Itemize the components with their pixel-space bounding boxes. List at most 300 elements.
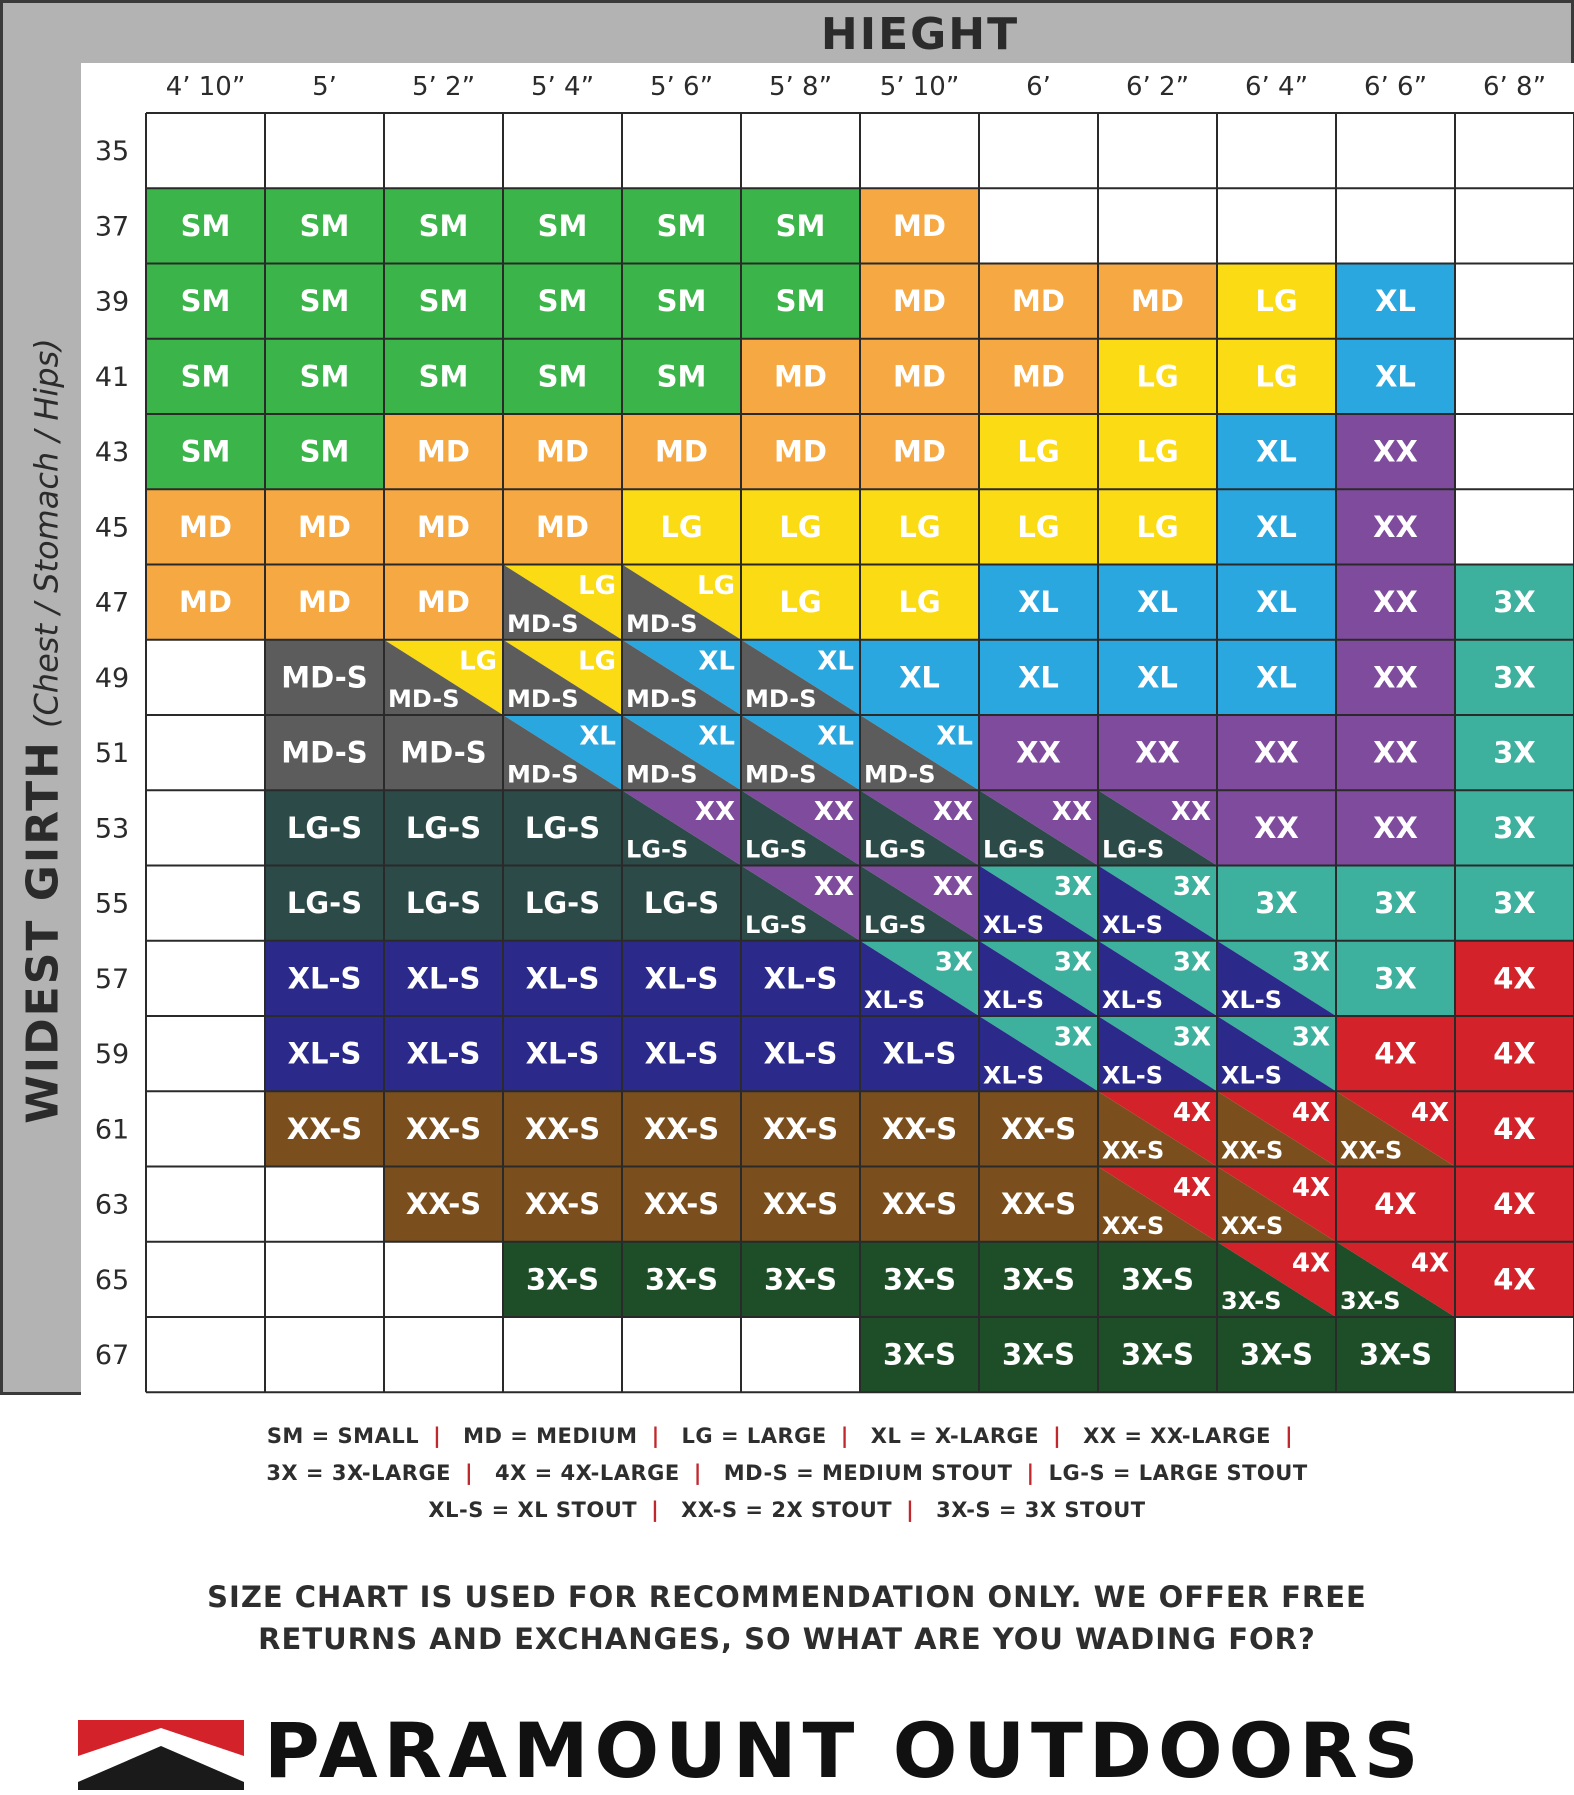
split-label-lower: LG-S xyxy=(745,835,808,864)
split-label-lower: MD-S xyxy=(507,760,579,789)
size-label: 4X xyxy=(1493,1262,1536,1297)
split-label-upper: XL xyxy=(579,721,616,752)
x-axis-title: HIEGHT xyxy=(820,9,1020,60)
split-label-lower: MD-S xyxy=(626,685,698,713)
split-label-upper: XX xyxy=(932,796,973,827)
size-label: SM xyxy=(656,284,707,319)
row-label: 43 xyxy=(94,437,130,469)
size-label: XX xyxy=(1373,509,1418,544)
empty-cell xyxy=(384,113,503,188)
row-label: 39 xyxy=(94,286,130,318)
legend-separator: | xyxy=(840,1424,849,1448)
split-label-upper: 3X xyxy=(934,947,973,978)
row-label: 47 xyxy=(94,587,130,619)
split-label-lower: XX-S xyxy=(1102,1211,1165,1240)
column-label: 6’ 8” xyxy=(1482,72,1547,102)
size-label: XX xyxy=(1373,660,1418,695)
split-label-upper: 3X xyxy=(1172,872,1211,902)
size-label: SM xyxy=(299,359,350,394)
size-label: XL-S xyxy=(525,1036,600,1071)
size-label: XX-S xyxy=(643,1111,720,1146)
row-label: 49 xyxy=(94,662,130,694)
row-label: 53 xyxy=(94,813,130,845)
size-label: XX xyxy=(1373,585,1418,620)
size-label: LG-S xyxy=(405,886,482,921)
split-label-lower: 3X-S xyxy=(1221,1287,1282,1315)
empty-cell xyxy=(1098,113,1217,188)
split-label-upper: LG xyxy=(697,571,735,601)
size-label: LG-S xyxy=(524,810,601,845)
row-label: 41 xyxy=(94,361,130,393)
row-label: 51 xyxy=(94,738,130,770)
split-label-upper: 4X xyxy=(1291,1248,1330,1279)
size-label: MD xyxy=(893,208,946,243)
split-label-lower: LG-S xyxy=(864,835,927,864)
size-label: SM xyxy=(537,359,588,394)
legend-item: XX = XX-LARGE xyxy=(1083,1424,1271,1448)
column-label: 5’ 4” xyxy=(530,72,595,102)
split-label-lower: LG-S xyxy=(1102,835,1165,864)
split-label-lower: MD-S xyxy=(626,760,698,789)
split-label-upper: 3X xyxy=(1053,1022,1092,1053)
size-label: MD xyxy=(893,359,946,394)
size-label: SM xyxy=(656,208,707,243)
size-label: LG xyxy=(1136,509,1179,544)
split-label-lower: XL-S xyxy=(1221,986,1283,1014)
split-label-lower: MD-S xyxy=(507,609,579,638)
column-label: 5’ xyxy=(312,72,337,102)
size-label: XL-S xyxy=(644,961,719,996)
size-label: SM xyxy=(180,208,231,243)
size-label: SM xyxy=(418,208,469,243)
split-label-lower: LG-S xyxy=(745,910,808,939)
size-label: XL-S xyxy=(644,1036,719,1071)
split-label-lower: MD-S xyxy=(864,760,936,789)
row-label: 55 xyxy=(94,888,130,920)
size-label: XL-S xyxy=(763,1036,838,1071)
split-label-upper: XL xyxy=(817,721,854,752)
empty-cell xyxy=(146,790,265,865)
size-label: SM xyxy=(775,284,826,319)
empty-cell xyxy=(1455,489,1574,564)
size-label: XX xyxy=(1135,735,1180,770)
empty-cell xyxy=(860,113,979,188)
legend-line-1 xyxy=(0,1418,1574,1455)
empty-cell xyxy=(1217,113,1336,188)
split-label-lower: XL-S xyxy=(983,986,1045,1014)
empty-cell xyxy=(979,113,1098,188)
empty-cell xyxy=(146,1242,265,1317)
size-label: LG xyxy=(660,509,703,544)
size-label: 3X-S xyxy=(1120,1262,1195,1297)
empty-cell xyxy=(1455,1317,1574,1392)
y-axis-title-sub: (Chest / Stomach / Hips) xyxy=(27,338,66,729)
column-label: 5’ 6” xyxy=(649,72,714,102)
size-label: MD xyxy=(774,434,827,469)
recommendation-note xyxy=(0,1576,1574,1660)
size-label: XL xyxy=(1137,585,1178,620)
size-label: XL xyxy=(1018,585,1059,620)
empty-cell xyxy=(146,1016,265,1091)
brand-logo xyxy=(78,1706,1518,1795)
row-label: 37 xyxy=(94,211,130,243)
size-label: XL xyxy=(1375,359,1416,394)
size-label: XX xyxy=(1373,434,1418,469)
legend-separator: | xyxy=(1285,1424,1294,1448)
size-label: SM xyxy=(180,284,231,319)
size-label: LG xyxy=(1136,434,1179,469)
column-label: 6’ xyxy=(1026,72,1051,102)
empty-cell xyxy=(1098,188,1217,263)
empty-cell xyxy=(1455,188,1574,263)
size-label: 3X xyxy=(1374,886,1417,921)
split-label-lower: XL-S xyxy=(864,986,926,1014)
size-label: 3X xyxy=(1493,660,1536,695)
empty-cell xyxy=(1455,113,1574,188)
legend-item: MD = MEDIUM xyxy=(463,1424,638,1448)
size-label: XX xyxy=(1373,810,1418,845)
size-label: XL xyxy=(899,660,940,695)
size-label: XX-S xyxy=(286,1111,363,1146)
size-label: XL xyxy=(1256,434,1297,469)
split-label-lower: MD-S xyxy=(507,685,579,713)
size-label: 3X-S xyxy=(1001,1262,1076,1297)
legend-separator: | xyxy=(651,1498,660,1522)
size-label: SM xyxy=(299,284,350,319)
size-label: SM xyxy=(537,208,588,243)
empty-cell xyxy=(146,866,265,941)
split-label-lower: MD-S xyxy=(626,609,698,638)
size-label: XL-S xyxy=(406,1036,481,1071)
size-label: MD xyxy=(893,284,946,319)
column-label: 5’ 8” xyxy=(768,72,833,102)
empty-cell xyxy=(1336,113,1455,188)
size-label: MD-S xyxy=(400,735,487,770)
empty-cell xyxy=(741,113,860,188)
size-label: 3X-S xyxy=(882,1262,957,1297)
legend-item: LG = LARGE xyxy=(681,1424,827,1448)
size-label: XL-S xyxy=(525,961,600,996)
size-label: 3X-S xyxy=(1239,1337,1314,1372)
size-label: LG xyxy=(898,509,941,544)
size-label: LG-S xyxy=(405,810,482,845)
size-label: XL xyxy=(1018,660,1059,695)
legend-item: 4X = 4X-LARGE xyxy=(495,1461,680,1485)
size-label: MD xyxy=(536,434,589,469)
size-label: LG xyxy=(1255,359,1298,394)
size-label: MD xyxy=(417,585,470,620)
size-label: LG xyxy=(1017,509,1060,544)
size-label: LG-S xyxy=(286,810,363,845)
size-label: MD xyxy=(179,509,232,544)
empty-cell xyxy=(1336,188,1455,263)
empty-cell xyxy=(1455,414,1574,489)
size-label: 3X-S xyxy=(1358,1337,1433,1372)
size-label: SM xyxy=(299,434,350,469)
split-label-lower: MD-S xyxy=(745,685,817,713)
split-label-lower: XL-S xyxy=(1102,910,1164,939)
legend-separator: | xyxy=(1026,1461,1035,1485)
row-label: 59 xyxy=(94,1039,130,1071)
size-label: MD xyxy=(655,434,708,469)
empty-cell xyxy=(384,1317,503,1392)
split-label-lower: LG-S xyxy=(983,835,1046,864)
empty-cell xyxy=(1217,188,1336,263)
empty-cell xyxy=(146,640,265,715)
size-label: MD xyxy=(893,434,946,469)
size-label: 3X xyxy=(1255,886,1298,921)
split-label-lower: 3X-S xyxy=(1340,1287,1401,1315)
split-label-lower: XX-S xyxy=(1340,1136,1403,1165)
split-label-upper: XX xyxy=(1051,796,1092,827)
row-label: 65 xyxy=(94,1264,130,1296)
empty-cell xyxy=(979,188,1098,263)
legend-item: XX-S = 2X STOUT xyxy=(681,1498,893,1522)
size-label: 3X xyxy=(1493,886,1536,921)
size-label: SM xyxy=(180,359,231,394)
split-label-lower: MD-S xyxy=(745,760,817,789)
size-label: 3X xyxy=(1493,735,1536,770)
empty-cell xyxy=(146,715,265,790)
size-label: 4X xyxy=(1374,1187,1417,1222)
size-label: SM xyxy=(299,208,350,243)
size-label: XL-S xyxy=(287,961,362,996)
size-label: 3X xyxy=(1493,585,1536,620)
y-axis-title-main: WIDEST GIRTH xyxy=(17,740,69,1124)
size-label: SM xyxy=(418,359,469,394)
size-label: LG xyxy=(1136,359,1179,394)
split-label-upper: XL xyxy=(817,646,854,677)
size-label: XX-S xyxy=(524,1111,601,1146)
size-label: MD xyxy=(1012,284,1065,319)
empty-cell xyxy=(146,113,265,188)
legend xyxy=(0,1418,1574,1529)
column-label: 6’ 4” xyxy=(1244,72,1309,102)
size-label: 3X-S xyxy=(882,1337,957,1372)
legend-item: 3X = 3X-LARGE xyxy=(266,1461,452,1485)
empty-cell xyxy=(384,1242,503,1317)
size-label: SM xyxy=(775,208,826,243)
size-label: XX xyxy=(1254,735,1299,770)
split-label-upper: XX xyxy=(813,872,854,902)
size-label: XL xyxy=(1256,660,1297,695)
size-label: SM xyxy=(537,284,588,319)
split-label-upper: XL xyxy=(936,721,973,752)
empty-cell xyxy=(1455,264,1574,339)
split-label-upper: 3X xyxy=(1291,1022,1330,1053)
split-label-lower: LG-S xyxy=(864,910,927,939)
split-label-upper: 4X xyxy=(1172,1097,1211,1128)
size-label: SM xyxy=(418,284,469,319)
column-label: 4’ 10” xyxy=(165,72,246,102)
empty-cell xyxy=(146,1317,265,1392)
legend-separator: | xyxy=(693,1461,702,1485)
split-label-upper: XX xyxy=(1170,796,1211,827)
empty-cell xyxy=(622,113,741,188)
size-label: XX-S xyxy=(405,1111,482,1146)
size-label: LG xyxy=(1255,284,1298,319)
size-label: XL-S xyxy=(287,1036,362,1071)
split-label-upper: LG xyxy=(578,646,616,677)
mountain-logo-icon xyxy=(78,1720,244,1790)
size-label: LG-S xyxy=(643,886,720,921)
split-label-lower: XL-S xyxy=(1102,986,1164,1014)
column-label: 5’ 2” xyxy=(411,72,476,102)
legend-separator: | xyxy=(433,1424,442,1448)
split-label-lower: XL-S xyxy=(1221,1061,1283,1090)
column-label: 5’ 10” xyxy=(879,72,960,102)
size-label: SM xyxy=(656,359,707,394)
empty-cell xyxy=(622,1317,741,1392)
empty-cell xyxy=(146,1167,265,1242)
size-label: 3X-S xyxy=(644,1262,719,1297)
size-label: SM xyxy=(180,434,231,469)
split-label-lower: XL-S xyxy=(1102,1061,1164,1090)
empty-cell xyxy=(741,1317,860,1392)
legend-item: XL-S = XL STOUT xyxy=(428,1498,638,1522)
legend-line-2 xyxy=(0,1455,1574,1492)
legend-item: LG-S = LARGE STOUT xyxy=(1048,1461,1308,1485)
size-label: 3X-S xyxy=(1120,1337,1195,1372)
split-label-lower: XL-S xyxy=(983,1061,1045,1090)
size-label: 4X xyxy=(1493,1111,1536,1146)
brand-name: PARAMOUNT OUTDOORS xyxy=(264,1706,1425,1795)
split-label-upper: LG xyxy=(459,646,497,677)
note-line-1: SIZE CHART IS USED FOR RECOMMENDATION ONLY. WE OFFER FREE xyxy=(207,1580,1367,1614)
size-label: 3X xyxy=(1374,961,1417,996)
size-label: XX xyxy=(1016,735,1061,770)
size-label: XX-S xyxy=(881,1111,958,1146)
size-label: MD xyxy=(179,585,232,620)
split-label-lower: MD-S xyxy=(388,685,460,713)
legend-item: MD-S = MEDIUM STOUT xyxy=(723,1461,1013,1485)
split-label-upper: LG xyxy=(578,571,616,601)
size-label: LG xyxy=(779,585,822,620)
empty-cell xyxy=(265,1242,384,1317)
size-label: XX xyxy=(1254,810,1299,845)
size-label: MD xyxy=(536,509,589,544)
size-label: XL xyxy=(1256,509,1297,544)
size-label: MD xyxy=(298,509,351,544)
legend-item: 3X-S = 3X STOUT xyxy=(936,1498,1146,1522)
size-label: MD xyxy=(1012,359,1065,394)
row-label: 45 xyxy=(94,512,130,544)
row-label: 35 xyxy=(94,136,130,168)
column-label: 6’ 6” xyxy=(1363,72,1428,102)
size-label: XL xyxy=(1256,585,1297,620)
empty-cell xyxy=(503,113,622,188)
size-label: XX-S xyxy=(762,1111,839,1146)
size-label: LG-S xyxy=(286,886,363,921)
split-label-upper: 4X xyxy=(1410,1248,1449,1279)
size-label: MD-S xyxy=(281,735,368,770)
size-label: 3X-S xyxy=(525,1262,600,1297)
size-label: XL-S xyxy=(882,1036,957,1071)
legend-separator: | xyxy=(906,1498,915,1522)
size-label: XX-S xyxy=(1000,1111,1077,1146)
split-label-upper: 3X xyxy=(1291,947,1330,978)
legend-separator: | xyxy=(1053,1424,1062,1448)
split-label-upper: 3X xyxy=(1172,1022,1211,1053)
size-label: LG-S xyxy=(524,886,601,921)
size-label: XX xyxy=(1373,735,1418,770)
split-label-upper: XX xyxy=(813,796,854,827)
size-label: XX-S xyxy=(881,1187,958,1222)
size-label: 4X xyxy=(1493,1036,1536,1071)
size-label: MD-S xyxy=(281,660,368,695)
size-label: MD xyxy=(417,434,470,469)
row-label: 61 xyxy=(94,1114,130,1146)
split-label-upper: 4X xyxy=(1172,1173,1211,1203)
legend-item: XL = X-LARGE xyxy=(870,1424,1040,1448)
size-label: XX-S xyxy=(1000,1187,1077,1222)
split-label-upper: 4X xyxy=(1291,1097,1330,1128)
size-label: MD xyxy=(298,585,351,620)
note-line-2: RETURNS AND EXCHANGES, SO WHAT ARE YOU WADING FOR? xyxy=(258,1622,1316,1656)
split-label-lower: XX-S xyxy=(1221,1211,1284,1240)
size-label: XL xyxy=(1137,660,1178,695)
size-label: XL xyxy=(1375,284,1416,319)
split-label-upper: XX xyxy=(694,796,735,827)
size-label: MD xyxy=(417,509,470,544)
size-label: 4X xyxy=(1493,961,1536,996)
split-label-lower: LG-S xyxy=(626,835,689,864)
size-label: MD xyxy=(1131,284,1184,319)
split-label-upper: 3X xyxy=(1172,947,1211,978)
split-label-upper: XL xyxy=(698,721,735,752)
split-label-lower: XL-S xyxy=(983,910,1045,939)
empty-cell xyxy=(265,113,384,188)
legend-item: SM = SMALL xyxy=(266,1424,420,1448)
size-label: XX-S xyxy=(762,1187,839,1222)
empty-cell xyxy=(265,1167,384,1242)
split-label-upper: XL xyxy=(698,646,735,677)
size-label: MD xyxy=(774,359,827,394)
size-label: 4X xyxy=(1493,1187,1536,1222)
size-label: 4X xyxy=(1374,1036,1417,1071)
size-label: LG xyxy=(898,585,941,620)
split-label-upper: XX xyxy=(932,872,973,902)
split-label-upper: 4X xyxy=(1410,1097,1449,1128)
size-label: 3X-S xyxy=(1001,1337,1076,1372)
empty-cell xyxy=(146,941,265,1016)
split-label-upper: 4X xyxy=(1291,1173,1330,1203)
size-label: XL-S xyxy=(763,961,838,996)
legend-separator: | xyxy=(465,1461,474,1485)
empty-cell xyxy=(503,1317,622,1392)
empty-cell xyxy=(146,1091,265,1166)
size-label: 3X-S xyxy=(763,1262,838,1297)
size-label: XX-S xyxy=(643,1187,720,1222)
split-label-lower: XX-S xyxy=(1102,1136,1165,1165)
split-label-upper: 3X xyxy=(1053,947,1092,978)
size-label: LG xyxy=(779,509,822,544)
size-label: 3X xyxy=(1493,810,1536,845)
size-label: XL-S xyxy=(406,961,481,996)
row-label: 67 xyxy=(94,1340,130,1372)
size-label: XX-S xyxy=(405,1187,482,1222)
empty-cell xyxy=(1455,339,1574,414)
empty-cell xyxy=(265,1317,384,1392)
legend-separator: | xyxy=(651,1424,660,1448)
split-label-lower: XX-S xyxy=(1221,1136,1284,1165)
column-label: 6’ 2” xyxy=(1125,72,1190,102)
size-label: LG xyxy=(1017,434,1060,469)
row-label: 57 xyxy=(94,963,130,995)
legend-line-3 xyxy=(0,1492,1574,1529)
split-label-upper: 3X xyxy=(1053,872,1092,902)
size-label: XX-S xyxy=(524,1187,601,1222)
